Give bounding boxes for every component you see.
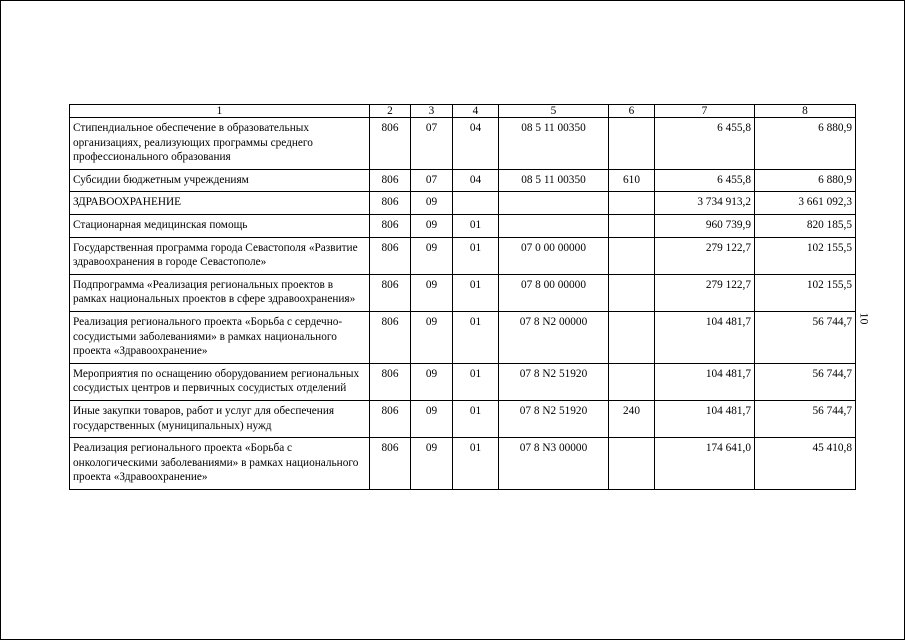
header-cell: 2 (370, 105, 411, 118)
row-amount-year2: 6 880,9 (755, 169, 856, 192)
header-cell: 6 (609, 105, 655, 118)
table-row (70, 363, 856, 400)
row-name: Реализация регионального проекта «Борьба с сердечно-сосудистыми заболеваниями» в рамках национального проекта «Здравоохранение» (70, 311, 370, 363)
table-row (70, 438, 856, 490)
row-amount-year1: 174 641,0 (655, 438, 755, 490)
row-subsection: 01 (453, 438, 499, 490)
row-target-article: 07 8 N3 00000 (499, 438, 609, 490)
budget-table (69, 104, 856, 490)
row-name: Стационарная медицинская помощь (70, 214, 370, 237)
row-expense-type (609, 363, 655, 400)
row-ministry-code: 806 (370, 214, 411, 237)
row-amount-year2: 3 661 092,3 (755, 192, 856, 215)
row-amount-year1: 279 122,7 (655, 274, 755, 311)
row-target-article: 08 5 11 00350 (499, 169, 609, 192)
row-amount-year1: 104 481,7 (655, 400, 755, 437)
row-amount-year1: 279 122,7 (655, 237, 755, 274)
row-subsection: 04 (453, 169, 499, 192)
header-cell: 8 (755, 105, 856, 118)
row-amount-year2: 45 410,8 (755, 438, 856, 490)
row-amount-year2: 820 185,5 (755, 214, 856, 237)
row-name: Подпрограмма «Реализация региональных проектов в рамках национальных проектов в сфере здравоохранения» (70, 274, 370, 311)
table-row (70, 118, 856, 170)
row-ministry-code: 806 (370, 311, 411, 363)
header-cell: 5 (499, 105, 609, 118)
header-cell: 7 (655, 105, 755, 118)
row-section: 09 (411, 438, 453, 490)
row-ministry-code: 806 (370, 118, 411, 170)
row-section: 07 (411, 118, 453, 170)
row-amount-year1: 960 739,9 (655, 214, 755, 237)
row-name: Стипендиальное обеспечение в образовательных организациях, реализующих программы среднего профессионального образования (70, 118, 370, 170)
row-subsection: 01 (453, 363, 499, 400)
header-cell: 3 (411, 105, 453, 118)
table-row (70, 311, 856, 363)
row-amount-year1: 104 481,7 (655, 363, 755, 400)
row-subsection: 01 (453, 400, 499, 437)
row-target-article (499, 214, 609, 237)
header-cell: 1 (70, 105, 370, 118)
row-section: 09 (411, 274, 453, 311)
row-amount-year2: 56 744,7 (755, 363, 856, 400)
row-ministry-code: 806 (370, 192, 411, 215)
row-amount-year2: 102 155,5 (755, 237, 856, 274)
table-row (70, 214, 856, 237)
row-amount-year2: 102 155,5 (755, 274, 856, 311)
row-section: 07 (411, 169, 453, 192)
row-ministry-code: 806 (370, 438, 411, 490)
page-number: 10 (857, 312, 872, 325)
row-section: 09 (411, 311, 453, 363)
row-section: 09 (411, 192, 453, 215)
row-ministry-code: 806 (370, 363, 411, 400)
row-target-article (499, 192, 609, 215)
table-row (70, 274, 856, 311)
row-name: Реализация регионального проекта «Борьба с онкологическими заболеваниями» в рамках национального проекта «Здравоохранение» (70, 438, 370, 490)
row-ministry-code: 806 (370, 237, 411, 274)
row-amount-year2: 56 744,7 (755, 400, 856, 437)
row-ministry-code: 806 (370, 400, 411, 437)
row-expense-type (609, 214, 655, 237)
row-subsection: 01 (453, 237, 499, 274)
row-target-article: 07 8 N2 51920 (499, 363, 609, 400)
row-target-article: 07 8 N2 51920 (499, 400, 609, 437)
table-row (70, 169, 856, 192)
row-expense-type (609, 192, 655, 215)
row-section: 09 (411, 237, 453, 274)
row-target-article: 07 8 00 00000 (499, 274, 609, 311)
row-subsection: 04 (453, 118, 499, 170)
row-amount-year1: 6 455,8 (655, 169, 755, 192)
table-row (70, 192, 856, 215)
row-subsection: 01 (453, 311, 499, 363)
row-expense-type: 610 (609, 169, 655, 192)
row-expense-type: 240 (609, 400, 655, 437)
table-row (70, 400, 856, 437)
row-name: Субсидии бюджетным учреждениям (70, 169, 370, 192)
header-row (70, 105, 856, 118)
row-name: Государственная программа города Севастополя «Развитие здравоохранения в городе Севастополе» (70, 237, 370, 274)
table-row (70, 237, 856, 274)
row-expense-type (609, 237, 655, 274)
row-subsection: 01 (453, 214, 499, 237)
row-amount-year1: 104 481,7 (655, 311, 755, 363)
row-subsection: 01 (453, 274, 499, 311)
row-subsection (453, 192, 499, 215)
row-expense-type (609, 118, 655, 170)
row-target-article: 08 5 11 00350 (499, 118, 609, 170)
row-amount-year2: 56 744,7 (755, 311, 856, 363)
row-amount-year1: 3 734 913,2 (655, 192, 755, 215)
row-expense-type (609, 438, 655, 490)
row-section: 09 (411, 214, 453, 237)
row-expense-type (609, 274, 655, 311)
row-expense-type (609, 311, 655, 363)
row-ministry-code: 806 (370, 169, 411, 192)
header-cell: 4 (453, 105, 499, 118)
row-name: Иные закупки товаров, работ и услуг для обеспечения государственных (муниципальных) нужд (70, 400, 370, 437)
row-name: Мероприятия по оснащению оборудованием региональных сосудистых центров и первичных сосудистых отделений (70, 363, 370, 400)
row-amount-year2: 6 880,9 (755, 118, 856, 170)
row-amount-year1: 6 455,8 (655, 118, 755, 170)
row-section: 09 (411, 400, 453, 437)
row-name: ЗДРАВООХРАНЕНИЕ (70, 192, 370, 215)
row-target-article: 07 8 N2 00000 (499, 311, 609, 363)
row-ministry-code: 806 (370, 274, 411, 311)
row-section: 09 (411, 363, 453, 400)
row-target-article: 07 0 00 00000 (499, 237, 609, 274)
